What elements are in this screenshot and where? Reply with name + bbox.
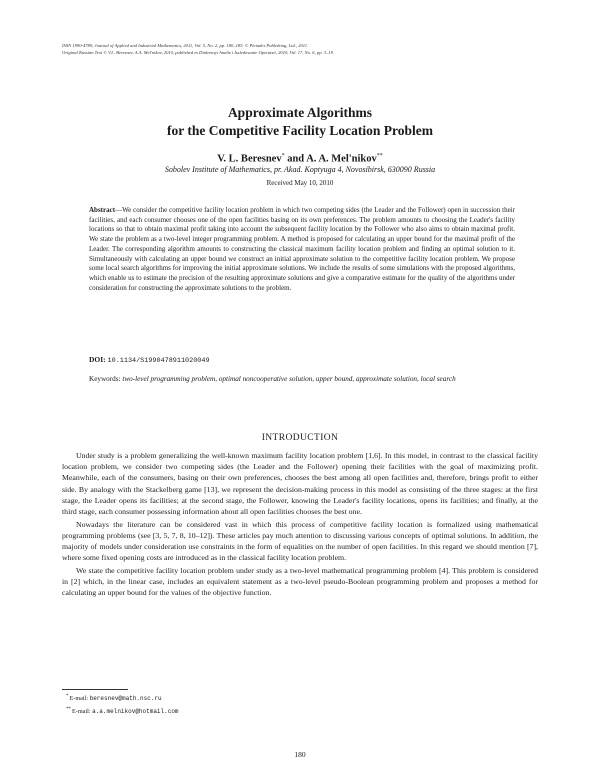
doi-value[interactable]: 10.1134/S1990478911020049: [107, 357, 210, 365]
journal-header-line-2: Original Russian Text © V.L. Beresnev, A.A. Mel'nikov, 2010, published in Diskretnyi Analiz i Issledovanie Operatsii, 2010, Vol. 17, No. 6, pp. 3–19.: [62, 50, 335, 55]
author-2-name: A. A. Mel'nikov: [306, 153, 377, 165]
paper-title: [0, 104, 600, 140]
abstract: [89, 206, 515, 293]
footnote-mark: **: [66, 707, 71, 713]
body-text: [62, 450, 538, 599]
abstract-text: —We consider the competitive facility location problem in which two competing sides (the Leader and the Follower) open in succession their facilities, and each consumer chooses one of the open facilities basing on its own preferences. The problem amounts to choosing the Leader's facility locations so that to obtain maximal profit taking into account the subsequent facility location by the Follower who also aims to obtain maximal profit. We state the problem as a two-level integer programming problem. A method is proposed for calculating an upper bound for the maximal profit of the Leader. The corresponding algorithm amounts to constructing the classical maximum facility location problem and finding an optimal solution to it. Simultaneously with calculating an upper bound we construct an initial approximate solution to the competitive facility location problem. We propose some local search algorithms for improving the initial approximate solutions. We include the results of some simulations with the proposed algorithms, which enable us to estimate the precision of the resulting approximate solutions and give a comparative estimate for the quality of the algorithms under consideration for constructing the approximate solutions to the problem.: [89, 206, 515, 292]
author-1-name: V. L. Beresnev: [217, 153, 282, 165]
doi: [89, 355, 515, 366]
footnote-email[interactable]: beresnev@math.nsc.ru: [89, 695, 162, 703]
footnote: [66, 704, 366, 717]
author-conjunction: and: [287, 153, 305, 165]
footnote-label: E-mail:: [72, 708, 91, 716]
author-1-footnote-mark: *: [281, 153, 285, 159]
doi-label: DOI:: [89, 355, 106, 364]
journal-header-line-1: ISSN 1990-4789, Journal of Applied and Industrial Mathematics, 2011, Vol. 5, No. 2, pp. 180–185. © Pleiades Publishing, Ltd., 2011.: [62, 43, 309, 48]
footnote-email[interactable]: a.a.melnikov@hotmail.com: [92, 708, 179, 716]
page-number: 180: [294, 750, 306, 759]
received-date: Received May 10, 2010: [266, 179, 334, 187]
footnote-mark: *: [66, 694, 69, 699]
affiliation: Sobolev Institute of Mathematics, pr. Akad. Koptyuga 4, Novosibirsk, 630090 Russia: [164, 165, 436, 174]
abstract-label: Abstract: [89, 206, 116, 214]
paper-title-line-2: for the Competitive Facility Location Problem: [166, 123, 434, 138]
keywords-label: Keywords:: [89, 375, 121, 383]
footnotes: [66, 691, 366, 717]
author-list: [0, 150, 600, 166]
footnote-divider: [62, 689, 128, 690]
paper-title-line-1: Approximate Algorithms: [227, 105, 373, 120]
section-heading: INTRODUCTION: [261, 433, 339, 443]
footnote-label: E-mail:: [69, 695, 89, 703]
keywords-text: two-level programming problem, optimal noncooperative solution, upper bound, approximate solution, local search: [122, 375, 456, 383]
journal-header: [62, 42, 542, 56]
footnote: [66, 691, 366, 704]
author-2-footnote-mark: **: [376, 153, 383, 159]
keywords: [89, 374, 515, 384]
paragraph: We state the competitive facility location problem under study as a two-level mathematical programming problem [4]. This problem is considered in [2] which, in the linear case, includes an equivalent statement as a two-level pseudo-Boolean programming problem and proposes a method for calculating an upper bound for the values of the objective function.: [62, 566, 538, 598]
paragraph: Nowadays the literature can be considered vast in which this process of competitive facility location is formalized using mathematical programming problems (see [3, 5, 7, 8, 10–12]). These articles pay much attention to discussing various concepts of optimal solutions. In addition, the majority of models under consideration use constraints in the form of equalities on the number of open facilities. In this regard we should mention [7], where some fixed opening costs are introduced as in the classical facility location problem.: [62, 519, 538, 563]
paragraph: Under study is a problem generalizing the well-known maximum facility location problem [1,6]. In this model, in contrast to the classical facility location problem, we consider two competing sides (the Leader and the Follower) opening their facilities with the goal of maximizing profit. Meanwhile, each of the consumers, basing on their own preferences, chooses the best among all open facilities and, therefore, brings profit to either side. By analogy with the Stackelberg game [13], we represent the decision-making process in this model as consisting of the three stages: at the first stage, the Leader opens its facilities; at the second stage, the Follower, knowing the Leader's facility locations, opens its facilities; and finally, at the third stage, each consumer possessing information about all open facilities chooses the best one.: [62, 451, 538, 517]
